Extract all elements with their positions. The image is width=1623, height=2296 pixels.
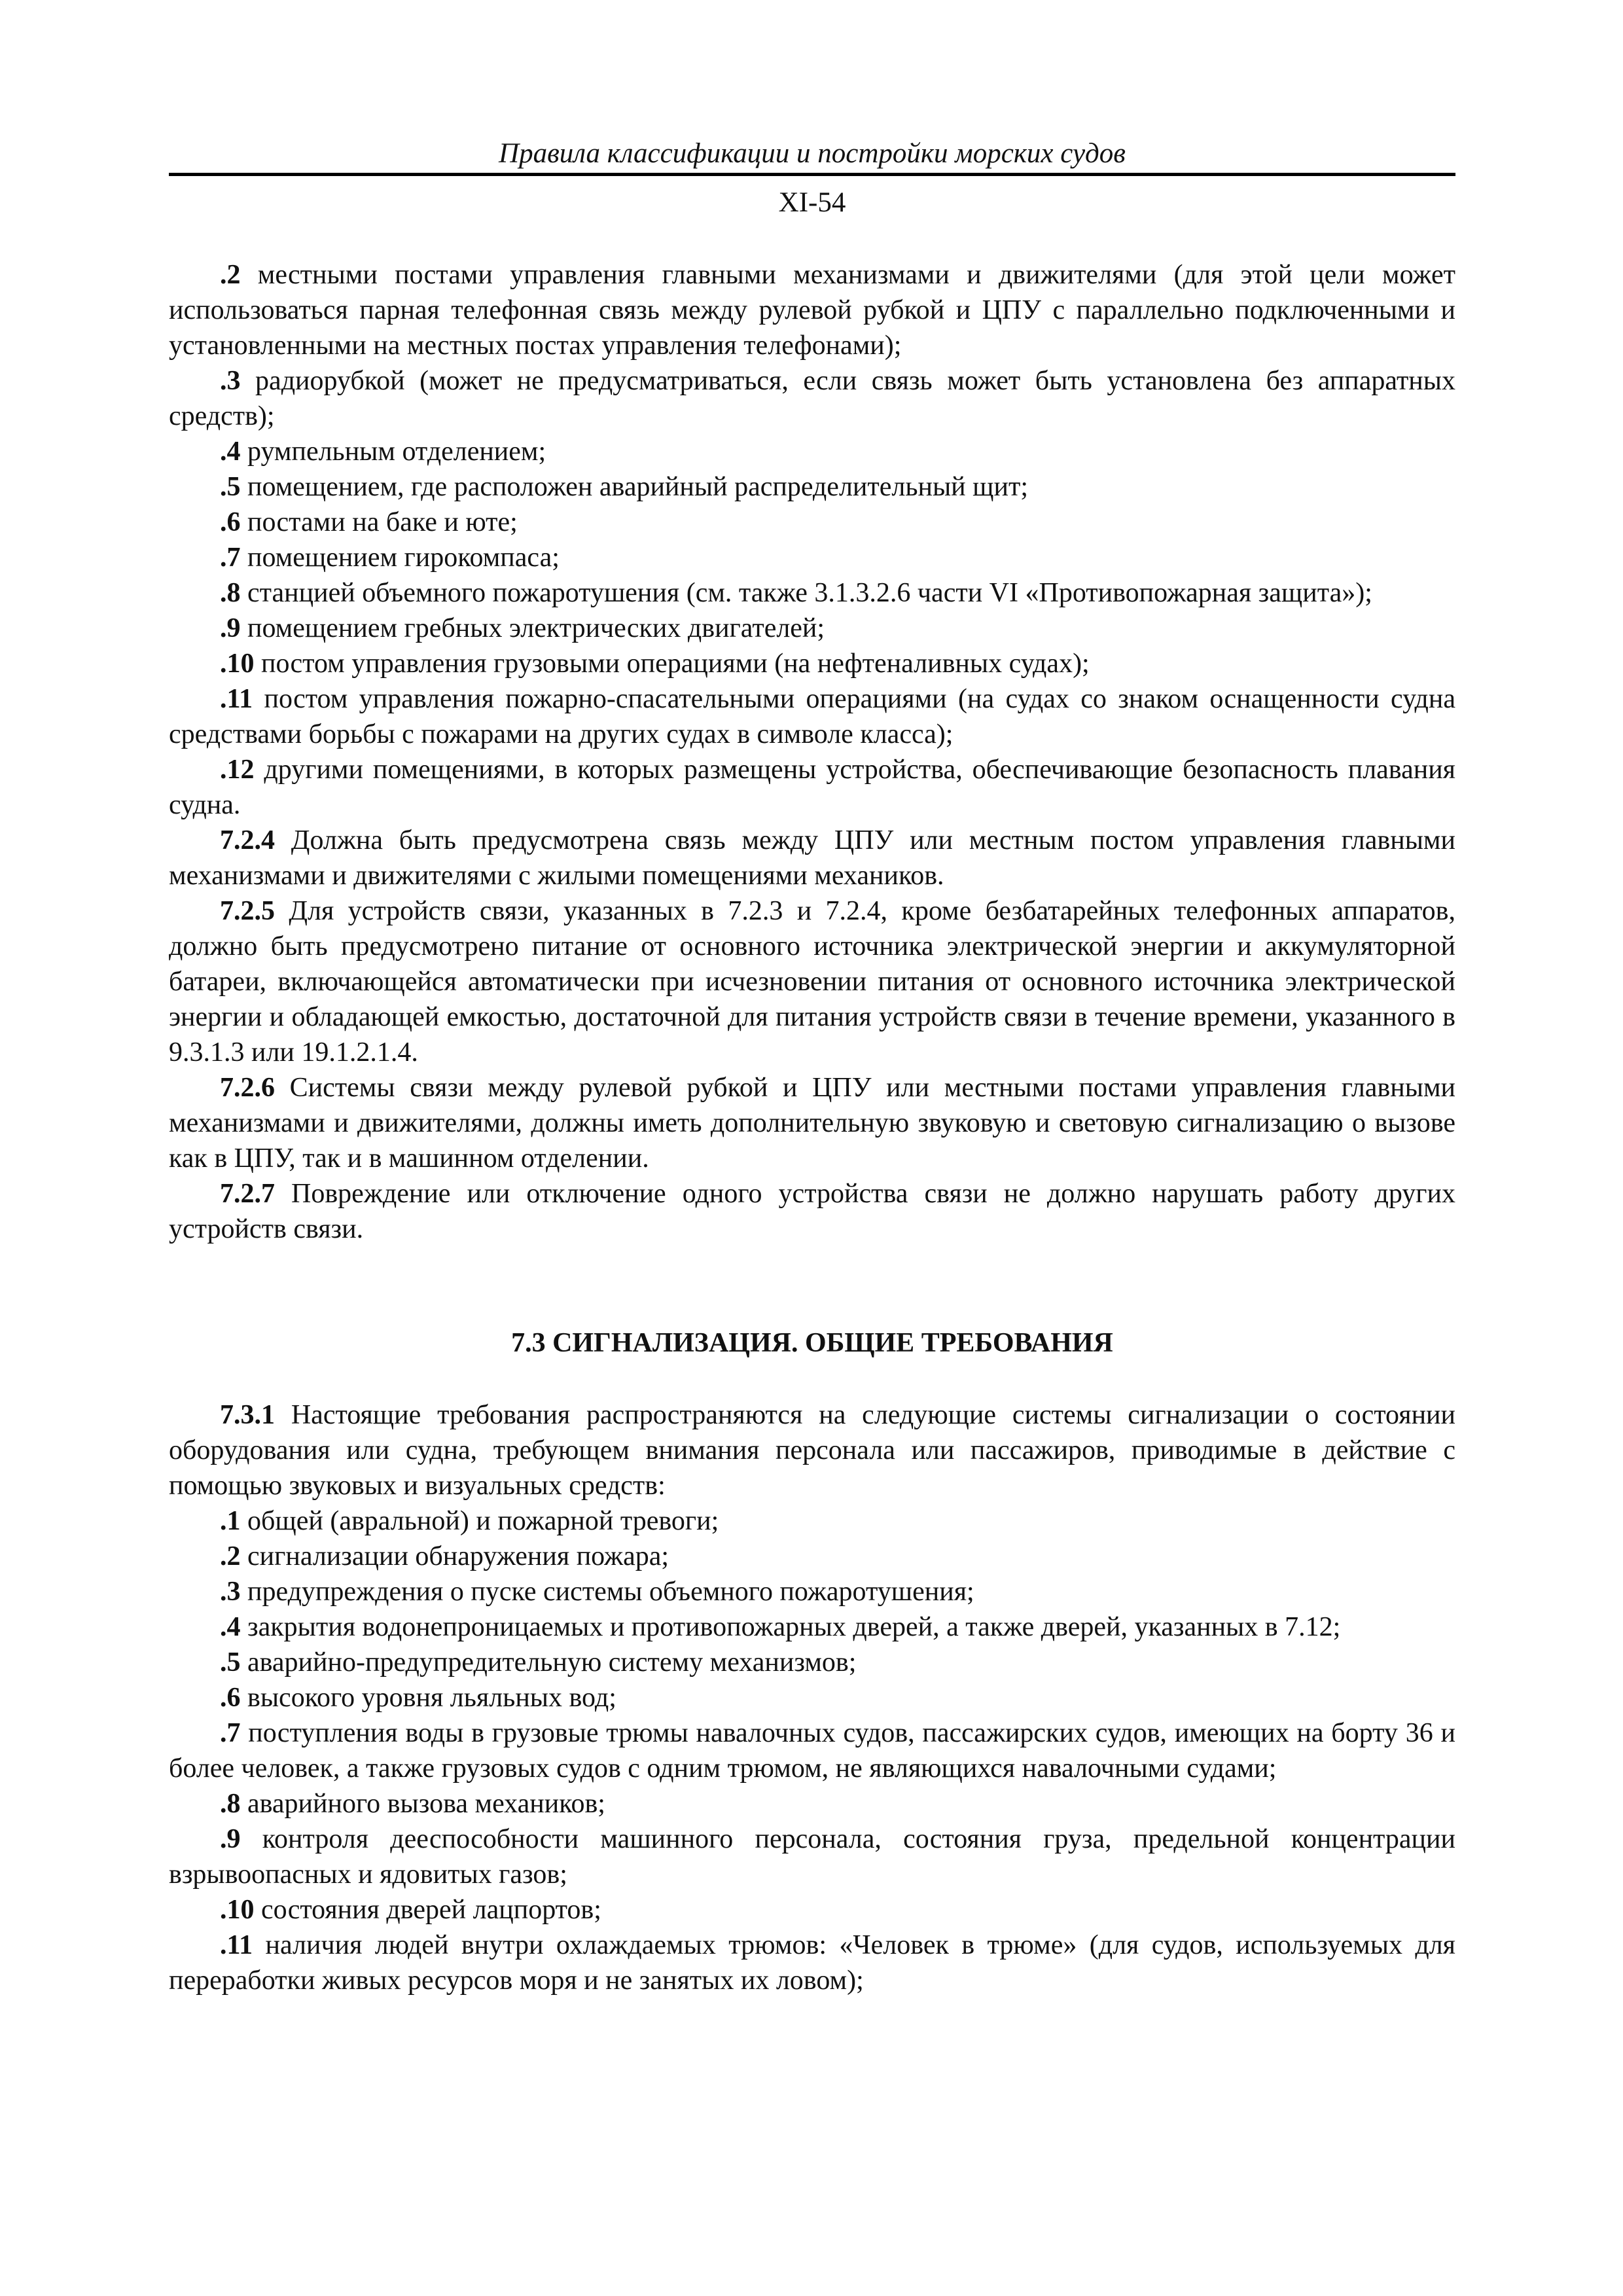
running-header: Правила классификации и постройки морских судов <box>499 138 1126 169</box>
clause-paragraph <box>169 1715 1455 1786</box>
clause-text: местными постами управления главными механизмами и движителями (для этой цели может использоваться парная телефонная связь между рулевой рубкой и ЦПУ с параллельно подключенными и установленными на местных постах управления телефонами); <box>169 260 1455 361</box>
clause-number: .5 <box>220 472 241 502</box>
clause-number: 7.2.5 <box>220 896 275 926</box>
clause-number: .6 <box>220 1683 241 1713</box>
clause-number: .9 <box>220 613 241 643</box>
clause-paragraph <box>169 893 1455 1070</box>
clause-text: Для устройств связи, указанных в 7.2.3 и 7.2.4, кроме безбатарейных телефонных аппаратов, должно быть предусмотрено питание от основного источника электрической энергии и аккумуляторной батареи, включающейся автоматически при исчезновении питания от основного источника электрической энергии и обладающей емкостью, достаточной для питания устройств связи в течение времени, указанного в 9.3.1.3 или 19.1.2.1.4. <box>169 896 1455 1067</box>
clause-number: .2 <box>220 1541 241 1571</box>
clause-paragraph <box>169 611 1455 646</box>
clause-paragraph <box>169 1928 1455 1998</box>
clause-text: Системы связи между рулевой рубкой и ЦПУ или местными постами управления главными механизмами и движителями, должны иметь дополнительную звуковую и световую сигнализацию о вызове как в ЦПУ, так и в машинном отделении. <box>169 1073 1455 1174</box>
clause-text: высокого уровня льяльных вод; <box>240 1683 616 1713</box>
clause-number: .3 <box>220 1577 241 1607</box>
clause-text: румпельным отделением; <box>240 437 546 467</box>
clause-list-7-2 <box>169 257 1455 1247</box>
clause-text: помещением гребных электрических двигателей; <box>240 613 825 643</box>
clause-paragraph <box>169 363 1455 434</box>
clause-number: .7 <box>220 1718 241 1748</box>
clause-text: поступления воды в грузовые трюмы навалочных судов, пассажирских судов, имеющих на борту 36 и более человек, а также грузовых судов с одним трюмом, не являющихся навалочными судами; <box>169 1718 1455 1784</box>
clause-number: 7.3.1 <box>220 1400 275 1430</box>
clause-number: .4 <box>220 1612 241 1642</box>
clause-paragraph <box>169 646 1455 681</box>
clause-number: .8 <box>220 1789 241 1819</box>
clause-paragraph <box>169 1786 1455 1821</box>
clause-text: общей (авральной) и пожарной тревоги; <box>240 1506 719 1536</box>
clause-text: радиорубкой (может не предусматриваться, если связь может быть установлена без аппаратных средств); <box>169 366 1455 431</box>
clause-paragraph <box>169 257 1455 363</box>
clause-number: .5 <box>220 1647 241 1677</box>
clause-number: 7.2.6 <box>220 1073 275 1103</box>
clause-text: аварийного вызова механиков; <box>240 1789 605 1819</box>
clause-list-7-3 <box>169 1397 1455 1998</box>
clause-text: помещением гирокомпаса; <box>240 543 560 573</box>
clause-number: .3 <box>220 366 241 396</box>
clause-paragraph <box>169 1176 1455 1247</box>
clause-text: состояния дверей лацпортов; <box>254 1895 601 1925</box>
clause-number: .11 <box>220 684 253 714</box>
clause-paragraph <box>169 823 1455 893</box>
section-heading-7-3: 7.3 СИГНАЛИЗАЦИЯ. ОБЩИЕ ТРЕБОВАНИЯ <box>511 1328 1113 1358</box>
clause-paragraph <box>169 1574 1455 1609</box>
clause-paragraph <box>169 1892 1455 1928</box>
clause-number: .1 <box>220 1506 241 1536</box>
document-body <box>169 257 1455 1998</box>
clause-text: постом управления грузовыми операциями (на нефтеналивных судах); <box>254 649 1090 679</box>
clause-paragraph <box>169 1821 1455 1892</box>
clause-number: .10 <box>220 1895 255 1925</box>
clause-text: постом управления пожарно-спасательными операциями (на судах со знаком оснащенности судна средствами борьбы с пожарами на других судах в символе класса); <box>169 684 1455 749</box>
clause-paragraph <box>169 469 1455 505</box>
clause-number: .4 <box>220 437 241 467</box>
clause-text: помещением, где расположен аварийный распределительный щит; <box>240 472 1029 502</box>
clause-text: станцией объемного пожаротушения (см. также 3.1.3.2.6 части VI «Противопожарная защита»); <box>240 578 1372 608</box>
clause-number: .12 <box>220 755 255 785</box>
clause-number: .6 <box>220 507 241 537</box>
clause-text: другими помещениями, в которых размещены устройства, обеспечивающие безопасность плавания судна. <box>169 755 1455 820</box>
clause-text: наличия людей внутри охлаждаемых трюмов: «Человек в трюме» (для судов, используемых для переработки живых ресурсов моря и не занятых их ловом); <box>169 1930 1455 1996</box>
clause-text: Настоящие требования распространяются на следующие системы сигнализации о состоянии оборудования или судна, требующем внимания персонала или пассажиров, приводимые в действие с помощью звуковых и визуальных средств: <box>169 1400 1455 1501</box>
clause-paragraph <box>169 505 1455 540</box>
clause-number: 7.2.7 <box>220 1179 275 1209</box>
clause-paragraph <box>169 1397 1455 1503</box>
clause-paragraph <box>169 575 1455 611</box>
clause-paragraph <box>169 752 1455 823</box>
clause-paragraph <box>169 1503 1455 1539</box>
clause-text: аварийно-предупредительную систему механизмов; <box>240 1647 857 1677</box>
clause-paragraph <box>169 1609 1455 1645</box>
clause-text: Повреждение или отключение одного устройства связи не должно нарушать работу других устройств связи. <box>169 1179 1455 1244</box>
clause-number: 7.2.4 <box>220 825 275 855</box>
clause-paragraph <box>169 434 1455 469</box>
clause-number: .10 <box>220 649 255 679</box>
clause-text: сигнализации обнаружения пожара; <box>240 1541 669 1571</box>
document-page <box>169 0 1455 2296</box>
clause-text: предупреждения о пуске системы объемного пожаротушения; <box>240 1577 974 1607</box>
clause-paragraph <box>169 1539 1455 1574</box>
clause-paragraph <box>169 1070 1455 1176</box>
clause-paragraph <box>169 1680 1455 1715</box>
clause-text: контроля дееспособности машинного персонала, состояния груза, предельной концентрации взрывоопасных и ядовитых газов; <box>169 1824 1455 1890</box>
clause-text: закрытия водонепроницаемых и противопожарных дверей, а также дверей, указанных в 7.12; <box>240 1612 1341 1642</box>
clause-number: .9 <box>220 1824 241 1854</box>
clause-number: .2 <box>220 260 241 290</box>
clause-number: .11 <box>220 1930 253 1960</box>
page-number: XI-54 <box>778 187 846 218</box>
clause-text: постами на баке и юте; <box>240 507 518 537</box>
clause-paragraph <box>169 1645 1455 1680</box>
clause-paragraph <box>169 681 1455 752</box>
clause-number: .8 <box>220 578 241 608</box>
header-rule <box>169 173 1455 176</box>
clause-number: .7 <box>220 543 241 573</box>
clause-text: Должна быть предусмотрена связь между ЦПУ или местным постом управления главными механизмами и движителями с жилыми помещениями механиков. <box>169 825 1455 891</box>
clause-paragraph <box>169 540 1455 575</box>
